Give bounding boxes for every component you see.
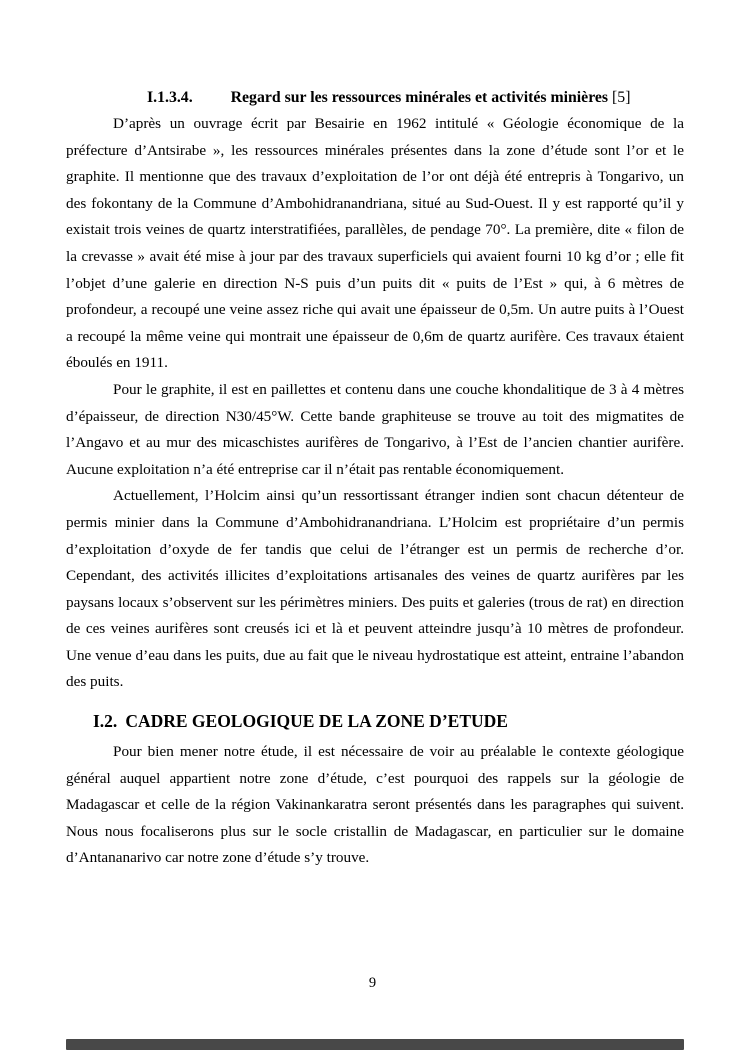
citation-reference: [5] bbox=[612, 89, 631, 106]
sub-section-number: I.1.3.4. bbox=[147, 89, 193, 106]
main-section-number: I.2. bbox=[93, 711, 118, 732]
paragraph-graphite: Pour le graphite, il est en paillettes et contenu dans une couche khondalitique de 3 à 4 mètres d’épaisseur, de direction N30/45°W. Cette bande graphiteuse se trouve au toit des migmatites de l’Angavo et au mur des micaschistes aurifères de Tongarivo, à l’Est de l’ancien chantier aurifère. Aucune exploitation n’a été entreprise car il n’était pas rentable économiquement. bbox=[66, 380, 684, 478]
main-section-title: CADRE GEOLOGIQUE DE LA ZONE D’ETUDE bbox=[125, 711, 508, 732]
text-block bbox=[66, 87, 684, 872]
sub-section-heading bbox=[147, 87, 684, 109]
paragraph-mining-permits: Actuellement, l’Holcim ainsi qu’un ressortissant étranger indien sont chacun détenteur de permis minier dans la Commune d’Ambohidranandriana. L’Holcim est propriétaire d’un permis d’exploitation d’oxyde de fer tandis que celui de l’étranger est un permis de recherche d’or. Cependant, des activités illicites d’exploitations artisanales des veines de quartz aurifères par les paysans locaux s’observent sur les périmètres miniers. Des puits et galeries (trous de rat) en direction de ces veines aurifères sont creusés ici et là et peuvent atteindre jusqu’à 10 mètres de profondeur. Une venue d’eau dans les puits, due au fait que le niveau hydrostatique est atteint, entraine l’abandon des puits. bbox=[66, 487, 684, 691]
bottom-bar bbox=[66, 1039, 684, 1050]
paragraph-gold-graphite: D’après un ouvrage écrit par Besairie en 1962 intitulé « Géologie économique de la préfecture d’Antsirabe », les ressources minérales présentes dans la zone d’étude sont l’or et le graphite. Il mentionne que des travaux d’exploitation de l’or ont déjà été entrepris à Tongarivo, un des fokontany de la Commune d’Ambohidranandriana, situé au Sud-Ouest. Il y est rapporté qu’il y existait trois veines de quartz interstratifiées, parallèles, de pendage 70°. La première, dite « filon de la crevasse » avait été mise à jour par des travaux superficiels qui avaient fourni 10 kg d’or ; elle fit l’objet d’une galerie en direction N-S puis d’un puits dit « puits de l’Est » qui, à 6 mètres de profondeur, a recoupé une veine assez riche qui avait une épaisseur de 0,5m. Un autre puits à l’Ouest a recoupé la même veine qui montrait une épaisseur de 0,6m de quartz aurifère. Ces travaux étaient éboulés en 1911. bbox=[66, 115, 684, 372]
page-number: 9 bbox=[368, 975, 377, 991]
main-section-heading bbox=[93, 709, 684, 734]
paragraph-geologic-context: Pour bien mener notre étude, il est nécessaire de voir au préalable le contexte géologique général auquel appartient notre zone d’étude, c’est pourquoi des rappels sur la géologie de Madagascar et celle de la région Vakinankaratra seront présentés dans les paragraphes qui suivent. Nous nous focaliserons plus sur le socle cristallin de Madagascar, en particulier sur le domaine d’Antananarivo car notre zone d’étude s’y trouve. bbox=[66, 743, 684, 867]
sub-section-title: Regard sur les ressources minérales et activités minières bbox=[230, 89, 609, 106]
